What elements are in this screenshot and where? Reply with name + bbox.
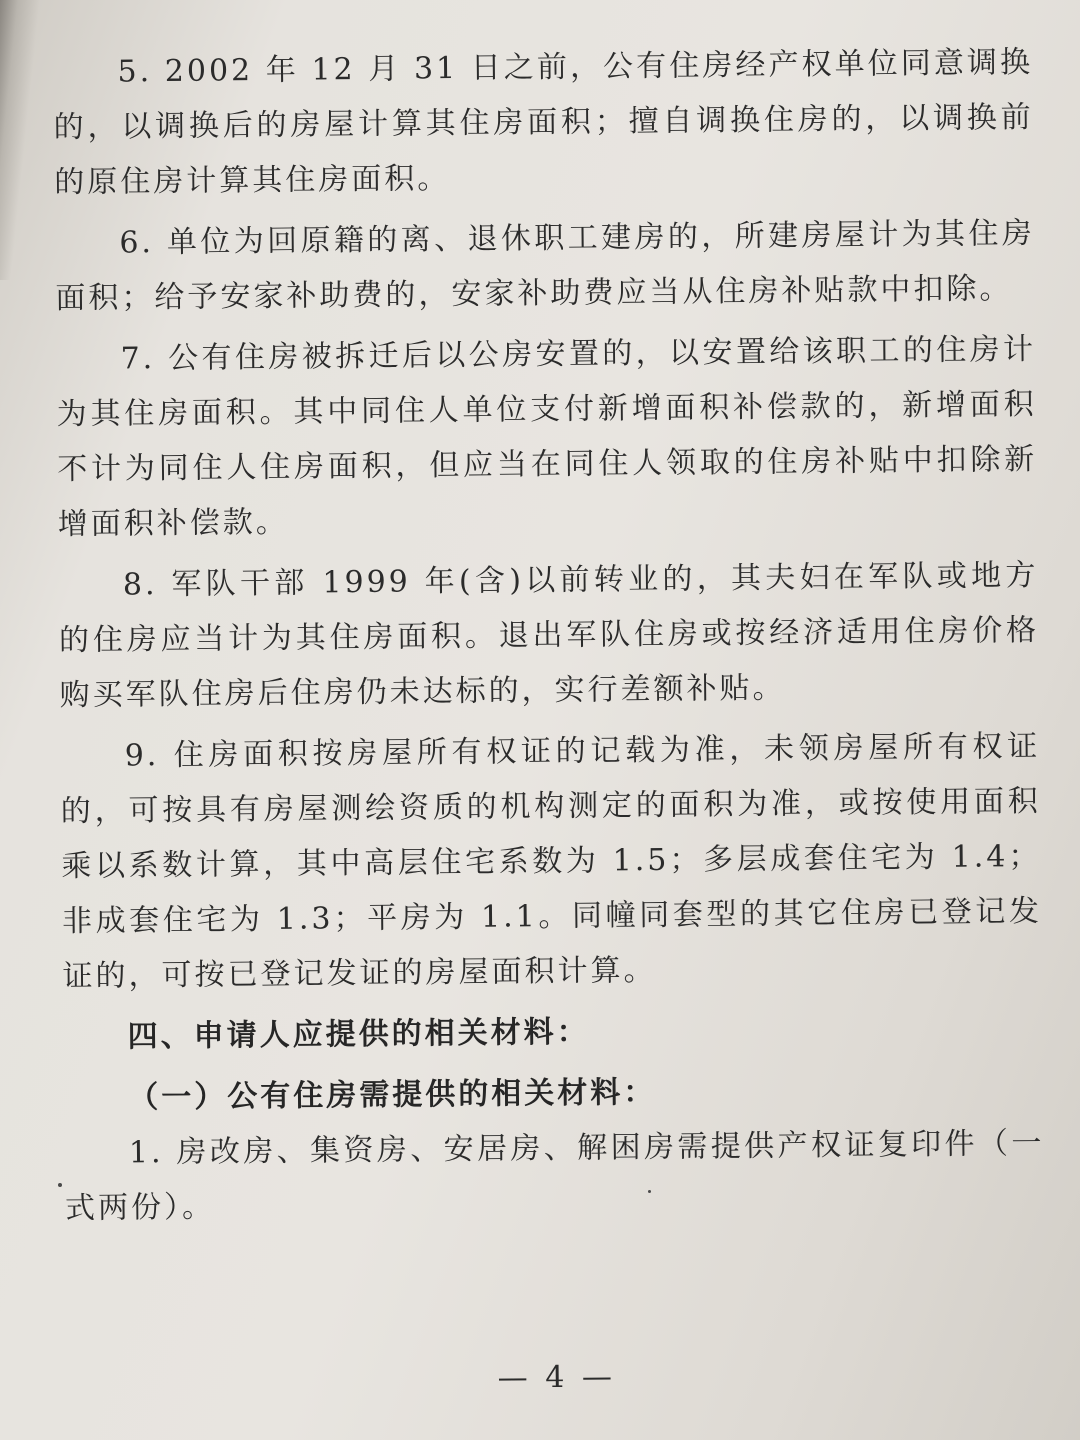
paragraph-item-8: 8. 军队干部 1999 年(含)以前转业的，其夫妇在军队或地方的住房应当计为其住房面积。退出军队住房或按经济适用住房价格购买军队住房后住房仍未达标的，实行差额补贴。 [58,557,1040,714]
paragraph-item-9: 9. 住房面积按房屋所有权证的记载为准，未领房屋所有权证的，可按具有房屋测绘资质的机构测定的面积为准，或按使用面积乘以系数计算，其中高层住宅系数为 1.5；多层成套住宅为 1.4；非成套住宅为 1.3；平房为 1.1。同幢同套型的其它住房已登记发证的，可按已登记发证的房屋面积计算。 [60,728,1043,995]
section-heading: 四、申请人应提供的相关材料： [127,1014,590,1055]
paragraph-item-5: 5. 2002 年 12 月 31 日之前，公有住房经产权单位同意调换的，以调换后的房屋计算其住房面积；擅自调换住房的，以调换前的原住房计算其住房面积。 [53,44,1034,201]
paragraph-item-6: 6. 单位为回原籍的离、退休职工建房的，所建房屋计为其住房面积；给予安家补助费的，安家补助费应当从住房补贴款中扣除。 [55,215,1036,317]
page-number: — 4 — [497,1359,617,1396]
page-edge-shadow [0,0,40,280]
subsection-heading: （一）公有住房需提供的相关材料： [128,1074,657,1116]
paragraph-item-7: 7. 公有住房被拆迁后以公房安置的，以安置给该职工的住房计为其住房面积。其中同住人单位支付新增面积补偿款的，新增面积不计为同住人住房面积，但应当在同住人领取的住房补贴中扣除新增面积补偿款。 [56,331,1038,543]
materials-item-1: 1. 房改房、集资房、安居房、解困房需提供产权证复印件（一式两份）。 [64,1125,1045,1227]
paper-speck [648,1190,651,1193]
paper-speck [58,1183,62,1187]
document-page [53,35,1047,1425]
